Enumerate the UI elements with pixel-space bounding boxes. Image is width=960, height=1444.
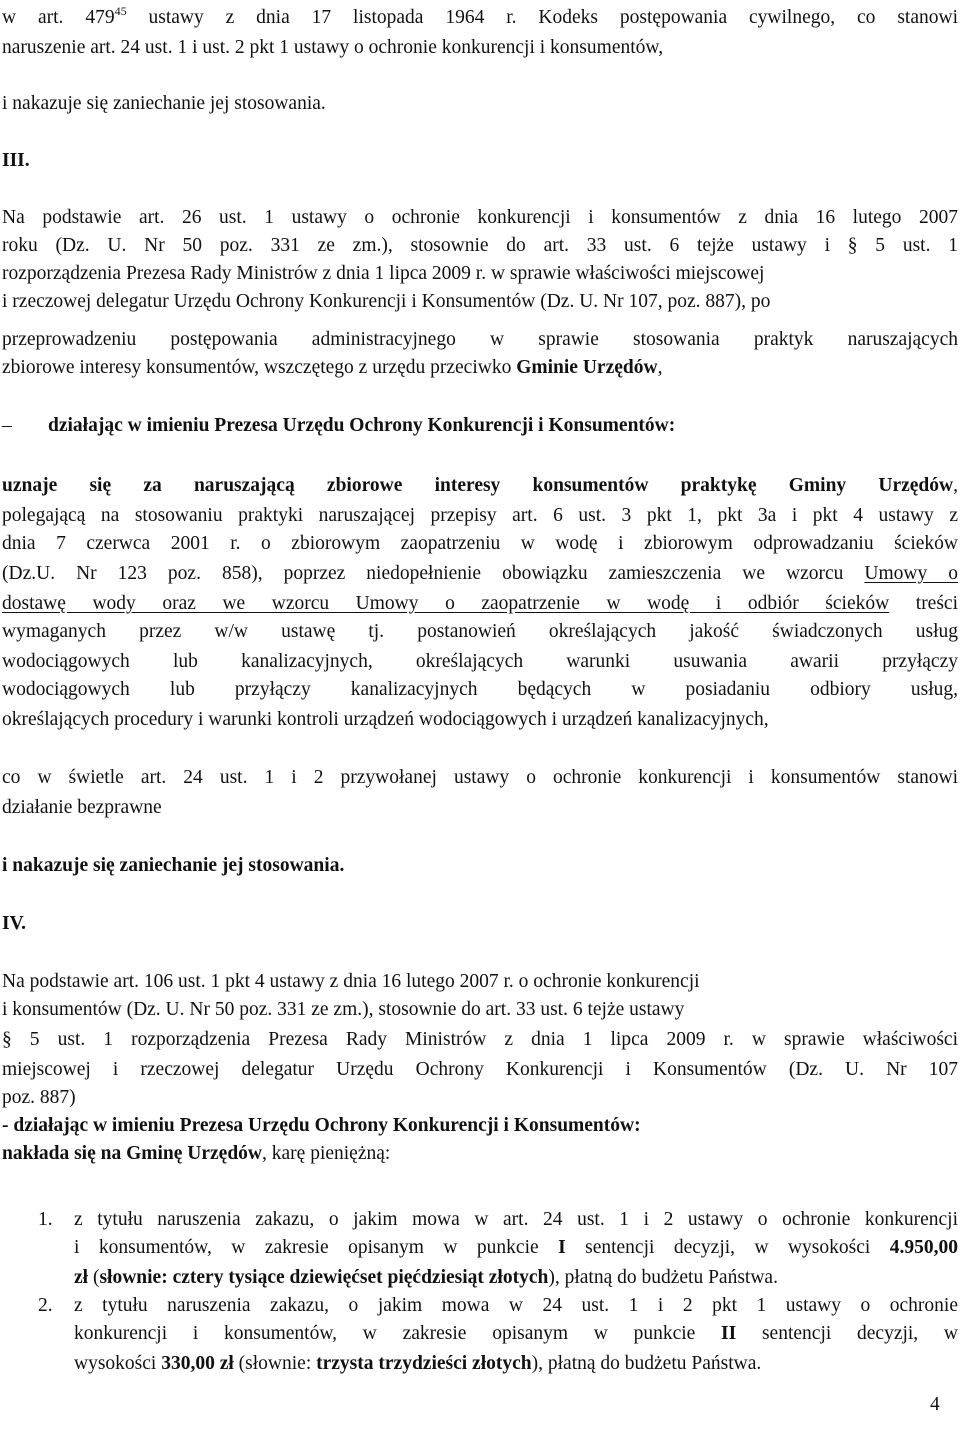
text-line-37 — [2, 1350, 958, 1378]
bullet-dash: – — [2, 415, 12, 436]
text-line-36 — [2, 1320, 958, 1348]
text-line-14 — [2, 530, 958, 558]
text-run: wysokości — [74, 1353, 162, 1374]
text-line-34 — [2, 1264, 958, 1292]
text-run: w art. 479 — [2, 7, 115, 28]
text-run: III. — [2, 150, 30, 171]
text-run: co w świetle art. 24 ust. 1 i 2 przywołanej ustawy o ochronie konkurencji i konsumentów stanowi — [2, 767, 958, 788]
text-run: - działając w imieniu Prezesa Urzędu Ochrony Konkurencji i Konsumentów: — [2, 1115, 641, 1136]
text-line-4 — [2, 147, 958, 175]
text-run: przeprowadzeniu postępowania administracyjnego w sprawie stosowania praktyk naruszających — [2, 329, 958, 350]
text-run: działając w imieniu Prezesa Urzędu Ochrony Konkurencji i Konsumentów: — [48, 415, 676, 436]
text-run: , — [657, 357, 663, 378]
text-run: ), płatną do budżetu Państwa. — [531, 1353, 762, 1374]
text-run: Gminie Urzędów — [516, 357, 658, 378]
text-run: zł — [74, 1267, 89, 1288]
text-line-15 — [2, 560, 958, 588]
text-line-35 — [2, 1292, 958, 1320]
text-run: I — [558, 1237, 566, 1258]
text-run: 4.950,00 — [889, 1237, 958, 1258]
text-run: II — [721, 1323, 737, 1344]
text-line-10 — [2, 354, 958, 382]
text-run: słownie: cztery tysiące dziewięćset pięćdziesiąt złotych — [99, 1267, 549, 1288]
text-run: Umowy o — [864, 563, 958, 584]
text-run: konkurencji i konsumentów, w zakresie opisanym w punkcie — [74, 1323, 722, 1344]
text-run: i rzeczowej delegatur Urzędu Ochrony Konkurencji i Konsumentów (Dz. U. Nr 107, poz. 887), po — [2, 291, 771, 312]
text-run: dnia 7 czerwca 2001 r. o zbiorowym zaopatrzeniu w wodę i zbiorowym odprowadzaniu ścieków — [2, 533, 958, 554]
text-run: określających procedury i warunki kontroli urządzeń wodociągowych i urządzeń kanalizacyjnych, — [2, 709, 769, 730]
text-run: poz. 887) — [2, 1087, 76, 1108]
text-line-29 — [2, 1084, 958, 1112]
text-line-28 — [2, 1056, 958, 1084]
text-run: sentencji decyzji, w — [736, 1323, 958, 1344]
text-run: rozporządzenia Prezesa Rady Ministrów z dnia 1 lipca 2009 r. w sprawie właściwości miejscowej — [2, 263, 765, 284]
text-run: i nakazuje się zaniechanie jej stosowania. — [2, 93, 326, 114]
text-line-25 — [2, 968, 958, 996]
text-line-18 — [2, 648, 958, 676]
text-line-2 — [2, 34, 958, 62]
text-line-23 — [2, 852, 958, 880]
text-run: dostawę wody oraz we wzorcu Umowy o zaopatrzenie w wodę i odbiór ścieków — [2, 593, 890, 614]
text-run: ( — [88, 1267, 100, 1288]
list-number: 2. — [38, 1295, 53, 1316]
text-line-19 — [2, 676, 958, 704]
text-line-17 — [2, 618, 958, 646]
text-run: z tytułu naruszenia zakazu, o jakim mowa w 24 ust. 1 i 2 pkt 1 ustawy o ochronie — [74, 1295, 958, 1316]
text-line-31 — [2, 1140, 958, 1168]
text-line-7 — [2, 260, 958, 288]
text-run: , karę pieniężną: — [262, 1143, 391, 1164]
text-run: ), płatną do budżetu Państwa. — [548, 1267, 778, 1288]
text-run: Na podstawie art. 26 ust. 1 ustawy o ochronie konkurencji i konsumentów z dnia 16 lutego 2007 — [2, 207, 958, 228]
text-run: miejscowej i rzeczowej delegatur Urzędu Ochrony Konkurencji i Konsumentów (Dz. U. Nr 107 — [2, 1059, 958, 1080]
text-run: treści — [889, 593, 959, 614]
text-run: i nakazuje się zaniechanie jej stosowania. — [2, 855, 345, 876]
text-line-27 — [2, 1026, 958, 1054]
text-line-26 — [2, 996, 958, 1024]
text-run: sentencji decyzji, w wysokości — [565, 1237, 890, 1258]
text-run: ustawy z dnia 17 listopada 1964 r. Kodeks postępowania cywilnego, co stanowi — [126, 7, 958, 28]
text-line-16 — [2, 590, 958, 618]
text-line-6 — [2, 232, 958, 260]
page-number: 4 — [930, 1394, 940, 1415]
text-run: Na podstawie art. 106 ust. 1 pkt 4 ustawy z dnia 16 lutego 2007 r. o ochronie konkurencji — [2, 971, 700, 992]
text-line-30 — [2, 1112, 958, 1140]
text-run: naruszenie art. 24 ust. 1 i ust. 2 pkt 1 ustawy o ochronie konkurencji i konsumentów, — [2, 37, 664, 58]
text-run: , — [953, 475, 958, 496]
text-line-13 — [2, 502, 958, 530]
text-line-24 — [2, 910, 958, 938]
text-line-9 — [2, 326, 958, 354]
text-run: z tytułu naruszenia zakazu, o jakim mowa w art. 24 ust. 1 i 2 ustawy o ochronie konkurencji — [74, 1209, 958, 1230]
text-run: trzysta trzydzieści złotych — [316, 1353, 532, 1374]
text-run: uznaje się za naruszającą zbiorowe interesy konsumentów praktykę Gminy Urzędów — [2, 475, 954, 496]
text-run: wodociągowych lub kanalizacyjnych, określających warunki usuwania awarii przyłączy — [2, 651, 958, 672]
text-run: działanie bezprawne — [2, 797, 162, 818]
text-run: 45 — [114, 4, 127, 18]
text-run: roku (Dz. U. Nr 50 poz. 331 ze zm.), stosownie do art. 33 ust. 6 tejże ustawy i § 5 ust. 1 — [2, 235, 958, 256]
text-line-33 — [2, 1234, 958, 1262]
text-run: wodociągowych lub przyłączy kanalizacyjnych będących w posiadaniu odbiory usług, — [2, 679, 958, 700]
text-line-5 — [2, 204, 958, 232]
text-line-12 — [2, 472, 958, 500]
list-number: 1. — [38, 1209, 53, 1230]
text-run: polegającą na stosowaniu praktyki naruszającej przepisy art. 6 ust. 3 pkt 1, pkt 3a i pkt 4 ustawy z — [2, 505, 958, 526]
text-run: nakłada się na Gminę Urzędów — [2, 1143, 263, 1164]
text-run: wymaganych przez w/w ustawę tj. postanowień określających jakość świadczonych usług — [2, 621, 958, 642]
text-line-21 — [2, 764, 958, 792]
text-run: IV. — [2, 913, 27, 934]
text-run: i konsumentów, w zakresie opisanym w punkcie — [74, 1237, 559, 1258]
text-run: 330,00 zł — [161, 1353, 234, 1374]
text-run: (słownie: — [233, 1353, 317, 1374]
text-line-8 — [2, 288, 958, 316]
text-run: zbiorowe interesy konsumentów, wszczętego z urzędu przeciwko — [2, 357, 517, 378]
text-line-11 — [2, 412, 958, 440]
text-line-1 — [2, 4, 958, 32]
text-run: i konsumentów (Dz. U. Nr 50 poz. 331 ze zm.), stosownie do art. 33 ust. 6 tejże ustawy — [2, 999, 685, 1020]
text-run: (Dz.U. Nr 123 poz. 858), poprzez niedopełnienie obowiązku zamieszczenia we wzorcu — [2, 563, 865, 584]
text-line-22 — [2, 794, 958, 822]
text-run: § 5 ust. 1 rozporządzenia Prezesa Rady Ministrów z dnia 1 lipca 2009 r. w sprawie właściwości — [2, 1029, 958, 1050]
text-line-3 — [2, 90, 958, 118]
text-line-20 — [2, 706, 958, 734]
text-line-32 — [2, 1206, 958, 1234]
